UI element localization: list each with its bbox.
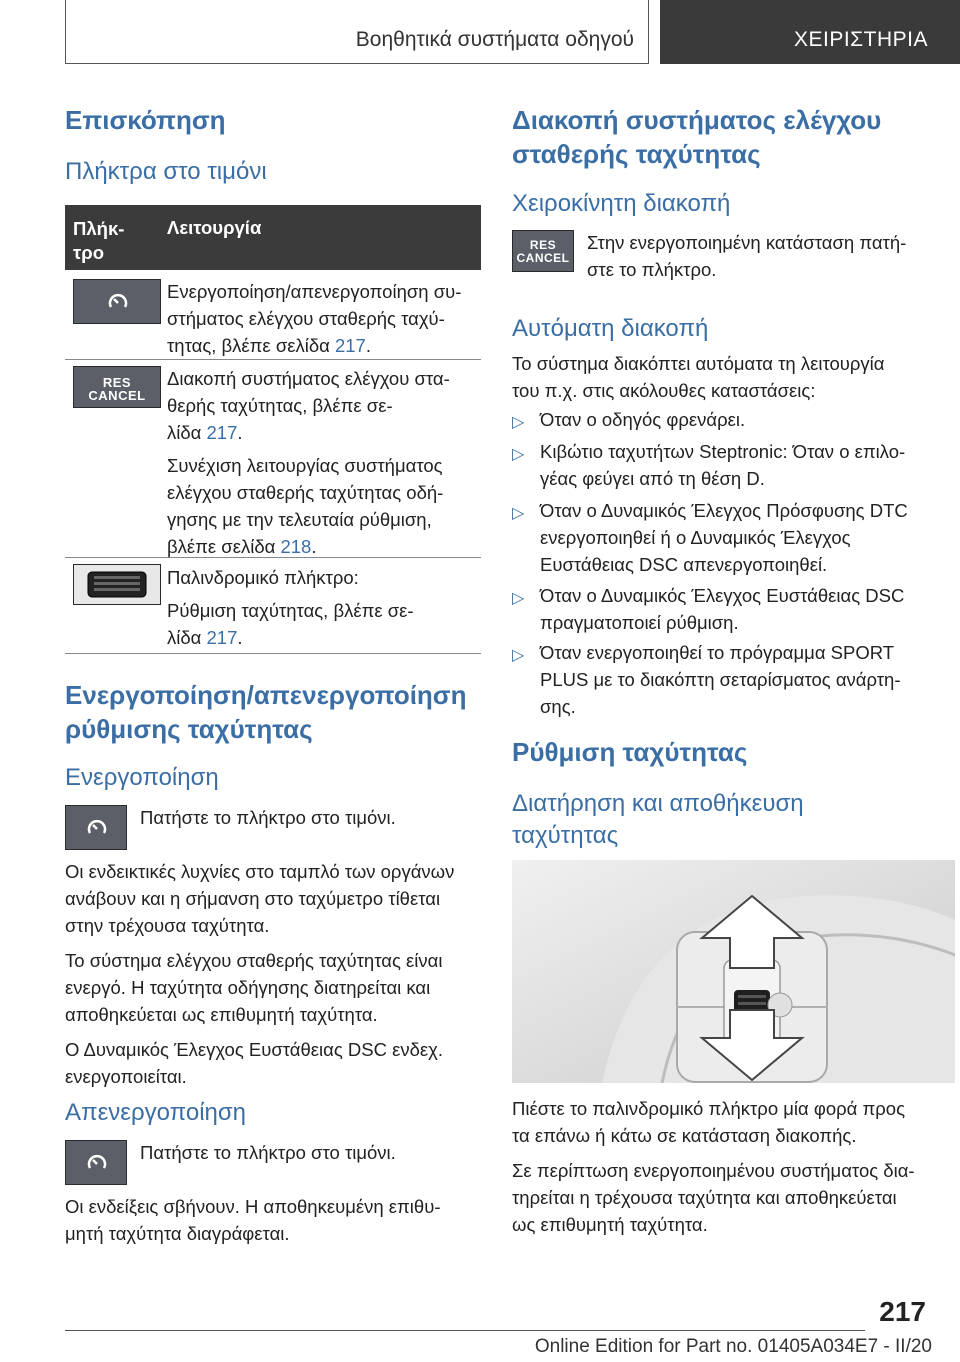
row2-text: Διακοπή συστήματος ελέγχου στα- θερής ταχύτητας, βλέπε σε- λίδα 217. Συνέχιση λειτουργίας συστήματος ελέγχου σταθερής ταχύτητας οδή- γησης με την τελευταία ρύθμιση, βλέπε σελίδα 218.	[167, 368, 450, 557]
activation-section-title: Ενεργοποίηση/απενεργοποίηση ρύθμισης ταχύτητας	[65, 680, 467, 744]
rocker-switch-image	[73, 564, 161, 605]
col-button-l2: τρο	[73, 242, 105, 263]
manual-interrupt-subtitle: Χειροκίνητη διακοπή	[512, 190, 731, 217]
header-section-title: Βοηθητικά συστήματα οδηγού	[355, 28, 634, 51]
speed-setting-title: Ρύθμιση ταχύτητας	[512, 737, 748, 767]
cruise-toggle-button-image	[73, 279, 161, 324]
bullet-icon: ▷	[512, 446, 525, 463]
speedometer-icon	[66, 1141, 128, 1186]
header-chapter-title: ΧΕΙΡΙΣΤΗΡΙΑ	[793, 28, 928, 51]
col-button-l1: Πλήκ-	[73, 218, 125, 239]
page-link-217[interactable]: 217	[206, 627, 238, 648]
overview-title: Επισκόπηση	[65, 105, 226, 135]
activation-instruction: Πατήστε το πλήκτρο στο τιμόνι.	[140, 807, 396, 828]
list-item: Όταν ο οδηγός φρενάρει.	[540, 409, 746, 430]
auto-interrupt-subtitle: Αυτόματη διακοπή	[512, 315, 709, 342]
maintain-store-subtitle: Διατήρηση και αποθήκευση ταχύτητας	[512, 790, 804, 849]
list-item: Όταν ο Δυναμικός Έλεγχος Πρόσφυσης DTC ενεργοποιηθεί ή ο Δυναμικός Έλεγχος Ευστάθειας DSC απενεργοποιηθεί.	[540, 500, 908, 575]
list-item: Όταν ενεργοποιηθεί το πρόγραμμα SPORT PLUS με το διακόπτη σεταρίσματος ανάρτη- σης.	[540, 642, 901, 717]
table-divider	[65, 359, 481, 360]
activation-text: Οι ενδεικτικές λυχνίες στο ταμπλό των οργάνων ανάβουν και η σήμανση στο ταχύμετρο τίθεται στην τρέχουσα ταχύτητα. Το σύστημα ελέγχου σταθερής ταχύτητας είναι ενεργό. Η ταχύτητα οδήγησης διατηρείται και αποθηκεύεται ως επιθυμητή ταχύτητα. Ο Δυναμικός Έλεγχος Ευστάθειας DSC ενδεχ. ενεργοποιείται.	[65, 861, 455, 1087]
deactivation-text: Οι ενδείξεις σβήνουν. Η αποθηκευμένη επιθυ- μητή ταχύτητα διαγράφεται.	[65, 1196, 441, 1244]
header-chapter-box	[660, 0, 960, 64]
activation-subtitle: Ενεργοποίηση	[65, 764, 219, 791]
table-header	[65, 205, 481, 270]
edition-line: Online Edition for Part no. 01405A034E7 - II/20	[534, 1336, 932, 1357]
deactivation-subtitle: Απενεργοποίηση	[65, 1099, 247, 1126]
page-link-217[interactable]: 217	[206, 422, 238, 443]
manual-interrupt-text: Στην ενεργοποιημένη κατάσταση πατή- στε το πλήκτρο.	[587, 232, 907, 280]
bullet-icon: ▷	[512, 647, 525, 664]
res-cancel-button-image: RES CANCEL	[73, 366, 161, 408]
speedometer-icon	[74, 280, 162, 325]
steering-wheel-illustration	[512, 860, 955, 1083]
steering-buttons-subtitle: Πλήκτρα στο τιμόνι	[65, 158, 267, 185]
page-number: 217	[879, 1296, 926, 1327]
steering-wheel-illustration-drawing	[512, 860, 955, 1083]
header-section-box	[65, 0, 649, 64]
table-bottom-rule	[65, 653, 481, 654]
deactivation-instruction: Πατήστε το πλήκτρο στο τιμόνι.	[140, 1142, 396, 1163]
row3-text: Παλινδρομικό πλήκτρο: Ρύθμιση ταχύτητας, βλέπε σε- λίδα 217.	[167, 567, 414, 648]
cruise-toggle-button-image	[65, 1140, 127, 1185]
speedometer-icon	[66, 806, 128, 851]
bullet-icon: ▷	[512, 505, 525, 522]
bullet-icon: ▷	[512, 590, 525, 607]
auto-interrupt-intro: Το σύστημα διακόπτει αυτόματα τη λειτουργία του π.χ. στις ακόλουθες καταστάσεις:	[512, 353, 885, 401]
rocker-switch-icon	[74, 565, 160, 604]
page-link-218[interactable]: 218	[280, 536, 312, 557]
list-item: Όταν ο Δυναμικός Έλεγχος Ευστάθειας DSC πραγματοποιεί ρύθμιση.	[540, 585, 905, 633]
speed-setting-text: Πιέστε το παλινδρομικό πλήκτρο μία φορά προς τα επάνω ή κάτω σε κατάσταση διακοπής. Σε περίπτωση ενεργοποιημένου συστήματος δια- τηρείται η τρέχουσα ταχύτητα και αποθηκεύεται ως επιθυμητή ταχύτητα.	[512, 1098, 915, 1235]
col-function: Λειτουργία	[167, 217, 262, 238]
row1-text: Ενεργοποίηση/απενεργοποίηση συ- στήματος ελέγχου σταθερής ταχύ- τητας, βλέπε σελίδα 217.	[167, 281, 462, 356]
footer-rule	[65, 1330, 865, 1331]
interrupt-title: Διακοπή συστήματος ελέγχου σταθερής ταχύτητας	[512, 105, 882, 169]
cruise-toggle-button-image	[65, 805, 127, 850]
res-cancel-button-image: RES CANCEL	[512, 230, 574, 272]
table-divider	[65, 557, 481, 558]
bullet-icon: ▷	[512, 414, 525, 431]
page-link-217[interactable]: 217	[334, 335, 366, 356]
list-item: Κιβώτιο ταχυτήτων Steptronic: Όταν ο επιλο- γέας φεύγει από τη θέση D.	[540, 441, 906, 489]
